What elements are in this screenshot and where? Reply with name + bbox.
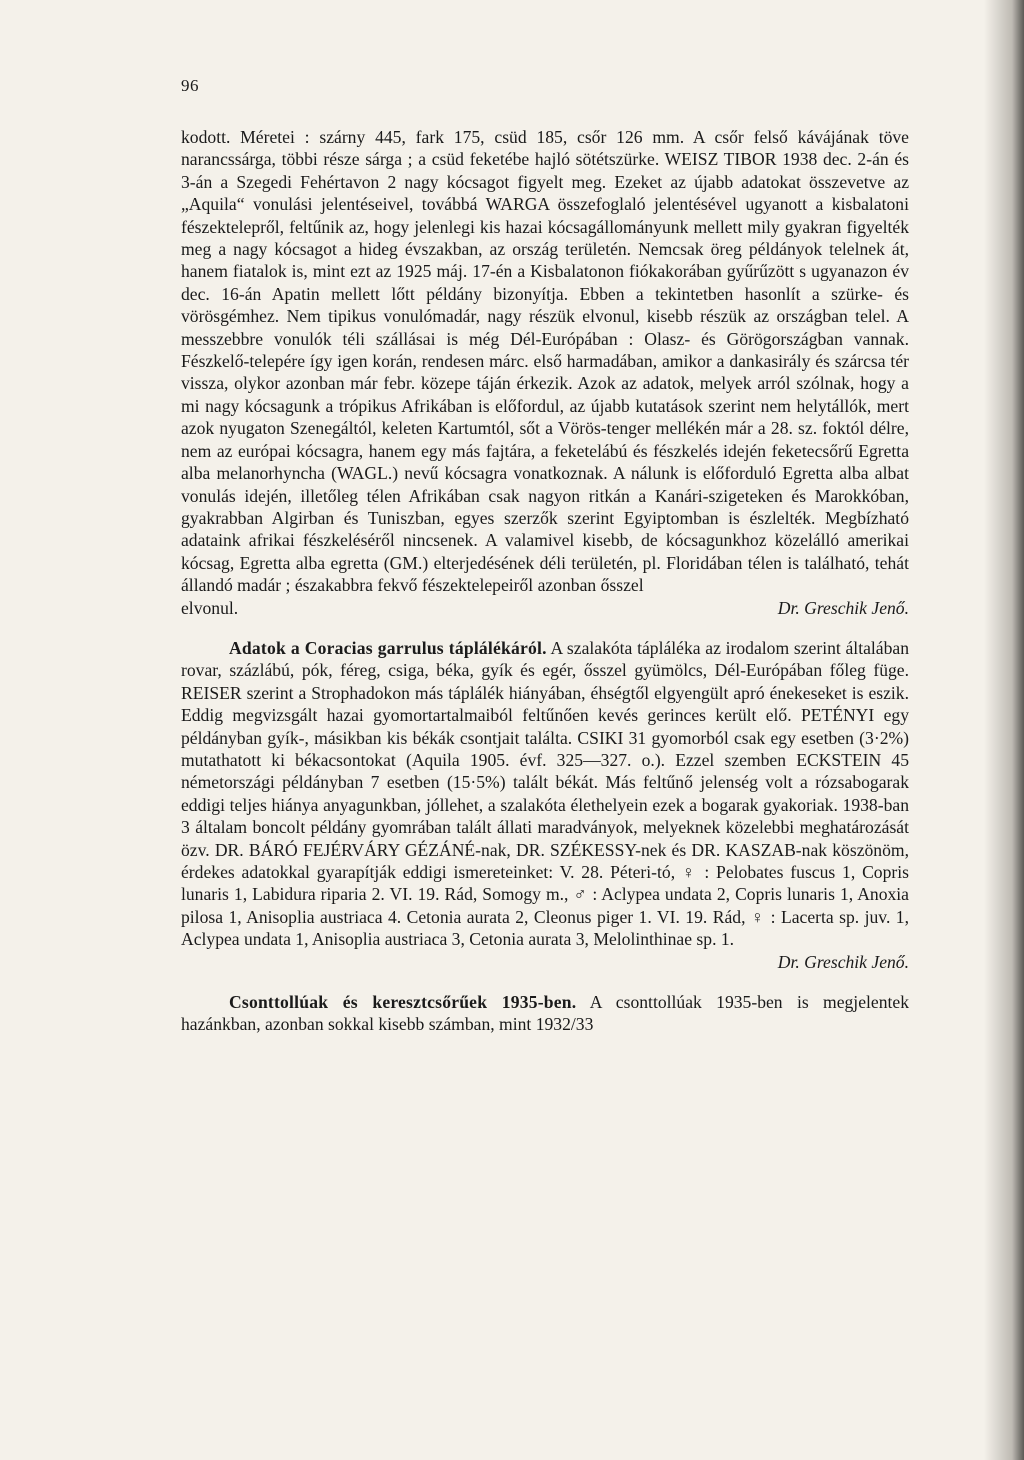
- text-column: [181, 126, 909, 1036]
- article-paragraph-csonttollu: [181, 991, 909, 1036]
- section-gap: [181, 973, 909, 991]
- page-number: 96: [181, 76, 199, 95]
- article-paragraph-kocsag: kodott. Méretei : szárny 445, fark 175, csüd 185, csőr 126 mm. A csőr felső kávájának töve narancssárga, többi része sárga ; a csüd feketébe hajló sötétszürke. WEISZ TIBOR 1938 dec. 2-án és 3-án a Szegedi Fehértavon 2 nagy kócsagot figyelt meg. Ezeket az újabb adatokat összevetve az „Aquila“ vonulási jelentéseivel, továbbá WARGA összefoglaló jelentésével ugyanott a kisbalatoni fészektelepről, feltűnik az, hogy jelenlegi kis hazai kócsagállományunk mellett mily gyakran figyelték meg a nagy kócsagot a hideg évszakban, az ország területén. Nemcsak öreg példányok telelnek át, hanem fiatalok is, mint ezt az 1925 máj. 17-én a Kisbalatonon fiókakorában gyűrűzött s ugyanazon év dec. 16-án Apatin mellett lőtt példány bizonyítja. Ebben a tekintetben hasonlít a szürke- és vörösgémhez. Nem tipikus vonulómadár, nagy részük elvonul, kisebb részük az országban telel. A messzebbre vonulók téli szállásai is még Dél-Európában : Olasz- és Görögországban vannak. Fészkelő-telepére így igen korán, rendesen márc. első harmadában, amikor a dankasirály és szárcsa tér vissza, olykor azonban már febr. közepe táján érkezik. Azok az adatok, melyek arról szólnak, hogy a mi nagy kócsagunk a trópikus Afrikában is előfordul, az újabb kutatások szerint nem helytállók, mert azok nyugaton Szenegáltól, keleten Kartumtól, sőt a Vörös-tenger mellékén már a 28. sz. foktól délre, nem az európai kócsagra, hanem egy más fajtára, a feketelábú és fészkelés idején feketecsőrű Egretta alba melanorhyncha (WAGL.) nevű kócsagra vonatkoznak. A nálunk is előforduló Egretta alba albat vonulás idején, illetőleg télen Afrikában csak nagyon ritkán a Kanári-szigeteken és Marokkóban, gyakrabban Algirban és Tuniszban, egyes szerzők szerint Egyiptomban is észlelték. Megbízható adataink afrikai fészkeléséről nincsenek. A valamivel kisebb, de kócsagunkhoz közelálló amerikai kócsag, Egretta alba egretta (GM.) elterjedésének déli területén, pl. Floridában télen is található, tehát állandó madár ; északabbra fekvő fészektelepeiről azonban ősszel: [181, 127, 909, 596]
- section-gap: [181, 619, 909, 637]
- article-paragraph-coracias: [181, 637, 909, 951]
- article-heading-csonttollu: Csonttollúak és keresztcsőrűek 1935-ben.: [229, 992, 577, 1013]
- scan-edge-shadow: [984, 0, 1024, 1460]
- article-body-csonttollu: A csonttollúak 1935-ben is megjelentek hazánkban, azonban sokkal kisebb számban, mint 1932/33: [181, 992, 909, 1035]
- article-closing-line: [181, 597, 909, 619]
- closing-word: elvonul.: [181, 597, 239, 618]
- article-heading-coracias: Adatok a Coracias garrulus táplálékáról.: [229, 637, 547, 658]
- author-signature: Dr. Greschik Jenő.: [777, 597, 909, 618]
- author-signature: Dr. Greschik Jenő.: [777, 951, 909, 972]
- article-body-coracias: A szalakóta tápláléka az irodalom szerint általában rovar, százlábú, pók, féreg, csiga, béka, gyík és egér, ősszel gyümölcs, Dél-Európában főleg füge. REISER szerint a Strophadokon más táplálék hiányában, éhségtől elgyengült apró énekeseket is eszik. Eddig megvizsgált hazai gyomortartalmaiból feltűnően kevés gerinces került elő. PETÉNYI egy példányban gyík-, másikban kis békák csontjait találta. CSIKI 31 gyomorból csak egy esetben (3·2%) mutathatott ki békacsontokat (Aquila 1905. évf. 325—327. o.). Ezzel szemben ECKSTEIN 45 németországi példányban 7 esetben (15·5%) talált békát. Más feltűnő jelenség volt a rózsabogarak eddigi teljes hiánya anyagunkban, jóllehet, a szalakóta élethelyein ezek a bogarak gyakoriak. 1938-ban 3 általam boncolt példány gyomrában talált állati maradványok, melyeknek közelebbi meghatározását özv. DR. BÁRÓ FEJÉRVÁRY GÉZÁNÉ-nak, DR. SZÉKESSY-nek és DR. KASZAB-nak köszönöm, érdekes adatokkal gyarapítják eddigi ismereteinket: V. 28. Péteri-tó, ♀ : Pelobates fuscus 1, Copris lunaris 1, Labidura riparia 2. VI. 19. Rád, Somogy m., ♂ : Aclypea undata 2, Copris lunaris 1, Anoxia pilosa 1, Anisoplia austriaca 4. Cetonia aurata 2, Cleonus piger 1. VI. 19. Rád, ♀ : Lacerta sp. juv. 1, Aclypea undata 1, Anisoplia austriaca 3, Cetonia aurata 3, Melolinthinae sp. 1.: [181, 637, 909, 950]
